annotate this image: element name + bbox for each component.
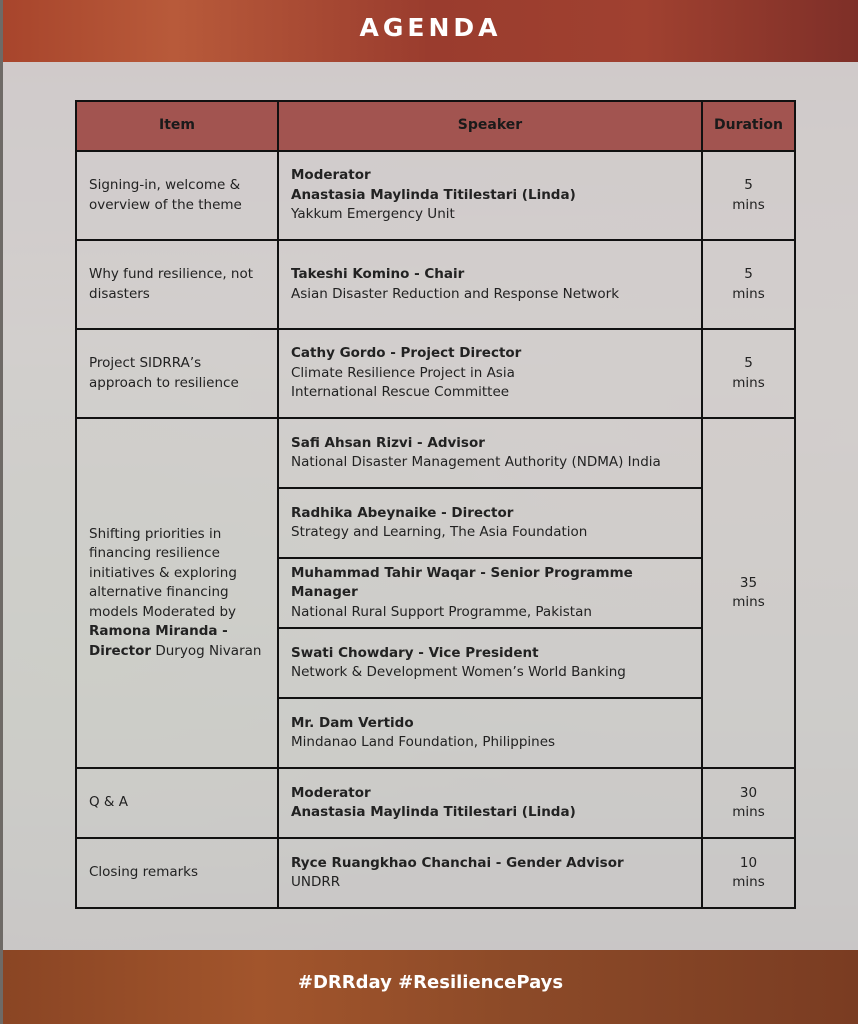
table-row	[76, 329, 795, 418]
column-header-speaker: Speaker	[278, 101, 702, 151]
duration-cell	[702, 151, 795, 240]
table-row	[76, 418, 795, 488]
item-line: initiatives & exploring	[89, 564, 237, 581]
duration-value: 5	[744, 266, 753, 282]
speaker-cell	[278, 558, 702, 628]
speaker-role: Moderator	[291, 167, 371, 184]
page-title: AGENDA	[359, 13, 502, 42]
speaker-cell	[278, 628, 702, 698]
duration-unit: mins	[732, 594, 765, 610]
duration-value: 5	[744, 177, 753, 193]
speaker-org: Climate Resilience Project in Asia	[291, 364, 515, 381]
speaker-org: UNDRR	[291, 874, 341, 890]
item-line: alternative	[89, 584, 163, 601]
item-cell: Project SIDRRA’s approach to resilience	[76, 329, 278, 418]
duration-unit: mins	[732, 874, 765, 890]
table-row	[76, 768, 795, 838]
footer-banner	[3, 950, 858, 1024]
item-cell: Closing remarks	[76, 838, 278, 908]
agenda-table	[75, 100, 796, 909]
speaker-name: Mr. Dam Vertido	[291, 714, 414, 731]
speaker-name: Cathy Gordo - Project Director	[291, 345, 522, 362]
speaker-org: International Rescue Committee	[291, 384, 510, 401]
agenda-page	[3, 0, 858, 1024]
column-header-duration: Duration	[702, 101, 795, 151]
duration-unit: mins	[732, 804, 765, 820]
speaker-cell	[278, 418, 702, 488]
duration-cell	[702, 838, 795, 908]
duration-value: 10	[739, 854, 758, 871]
duration-cell	[702, 240, 795, 329]
speaker-cell	[278, 329, 702, 418]
table-row	[76, 151, 795, 240]
duration-unit: mins	[732, 196, 765, 213]
column-header-item: Item	[76, 101, 278, 151]
speaker-org: Network & Development Women’s World Banking	[291, 664, 626, 680]
speaker-name: Takeshi Komino - Chair	[291, 266, 465, 282]
speaker-name: Muhammad Tahir Waqar - Senior Programme Manager	[291, 564, 633, 601]
duration-value: 5	[744, 355, 753, 371]
table-row	[76, 838, 795, 908]
item-line: financing resilience	[89, 545, 220, 562]
item-cell: Why fund resilience, not disasters	[76, 240, 278, 329]
item-cell: Signing-in, welcome & overview of the theme	[76, 151, 278, 240]
speaker-cell	[278, 240, 702, 329]
speaker-name: Swati Chowdary - Vice President	[291, 644, 539, 661]
speaker-org: Strategy and Learning, The Asia Foundation	[291, 524, 588, 540]
footer-hashtags: #DRRday #ResiliencePays	[297, 972, 564, 993]
speaker-cell	[278, 488, 702, 558]
speaker-org: Asian Disaster Reduction and Response Network	[291, 285, 620, 302]
duration-value: 35	[739, 574, 758, 591]
item-line: financing models	[89, 584, 229, 620]
panel-moderator-org: Duryog Nivaran	[155, 642, 262, 659]
duration-value: 30	[739, 784, 758, 801]
panel-moderator: Ramona Miranda - Director	[89, 623, 228, 659]
speaker-name: Anastasia Maylinda Titilestari (Linda)	[291, 186, 576, 203]
speaker-name: Radhika Abeynaike - Director	[291, 504, 514, 521]
table-row	[76, 240, 795, 329]
speaker-cell	[278, 768, 702, 838]
duration-cell	[702, 418, 795, 768]
item-line: Shifting priorities in	[89, 525, 222, 542]
speaker-name: Anastasia Maylinda Titilestari (Linda)	[291, 804, 576, 820]
moderated-by-label: Moderated by	[142, 603, 236, 620]
speaker-role: Moderator	[291, 784, 371, 801]
speaker-name: Safi Ahsan Rizvi - Advisor	[291, 434, 485, 451]
item-cell-panel	[76, 418, 278, 768]
duration-unit: mins	[732, 374, 765, 391]
table-header-row	[76, 101, 795, 151]
speaker-cell	[278, 698, 702, 768]
speaker-org: Mindanao Land Foundation, Philippines	[291, 734, 556, 750]
duration-cell	[702, 329, 795, 418]
speaker-org: National Rural Support Programme, Pakistan	[291, 603, 592, 620]
speaker-cell	[278, 838, 702, 908]
duration-cell	[702, 768, 795, 838]
header-banner	[3, 0, 858, 62]
speaker-cell	[278, 151, 702, 240]
item-cell: Q & A	[76, 768, 278, 838]
speaker-org: Yakkum Emergency Unit	[291, 206, 455, 223]
speaker-org: National Disaster Management Authority (NDMA) India	[291, 454, 661, 470]
duration-unit: mins	[732, 285, 765, 302]
speaker-name: Ryce Ruangkhao Chanchai - Gender Advisor	[291, 854, 624, 871]
